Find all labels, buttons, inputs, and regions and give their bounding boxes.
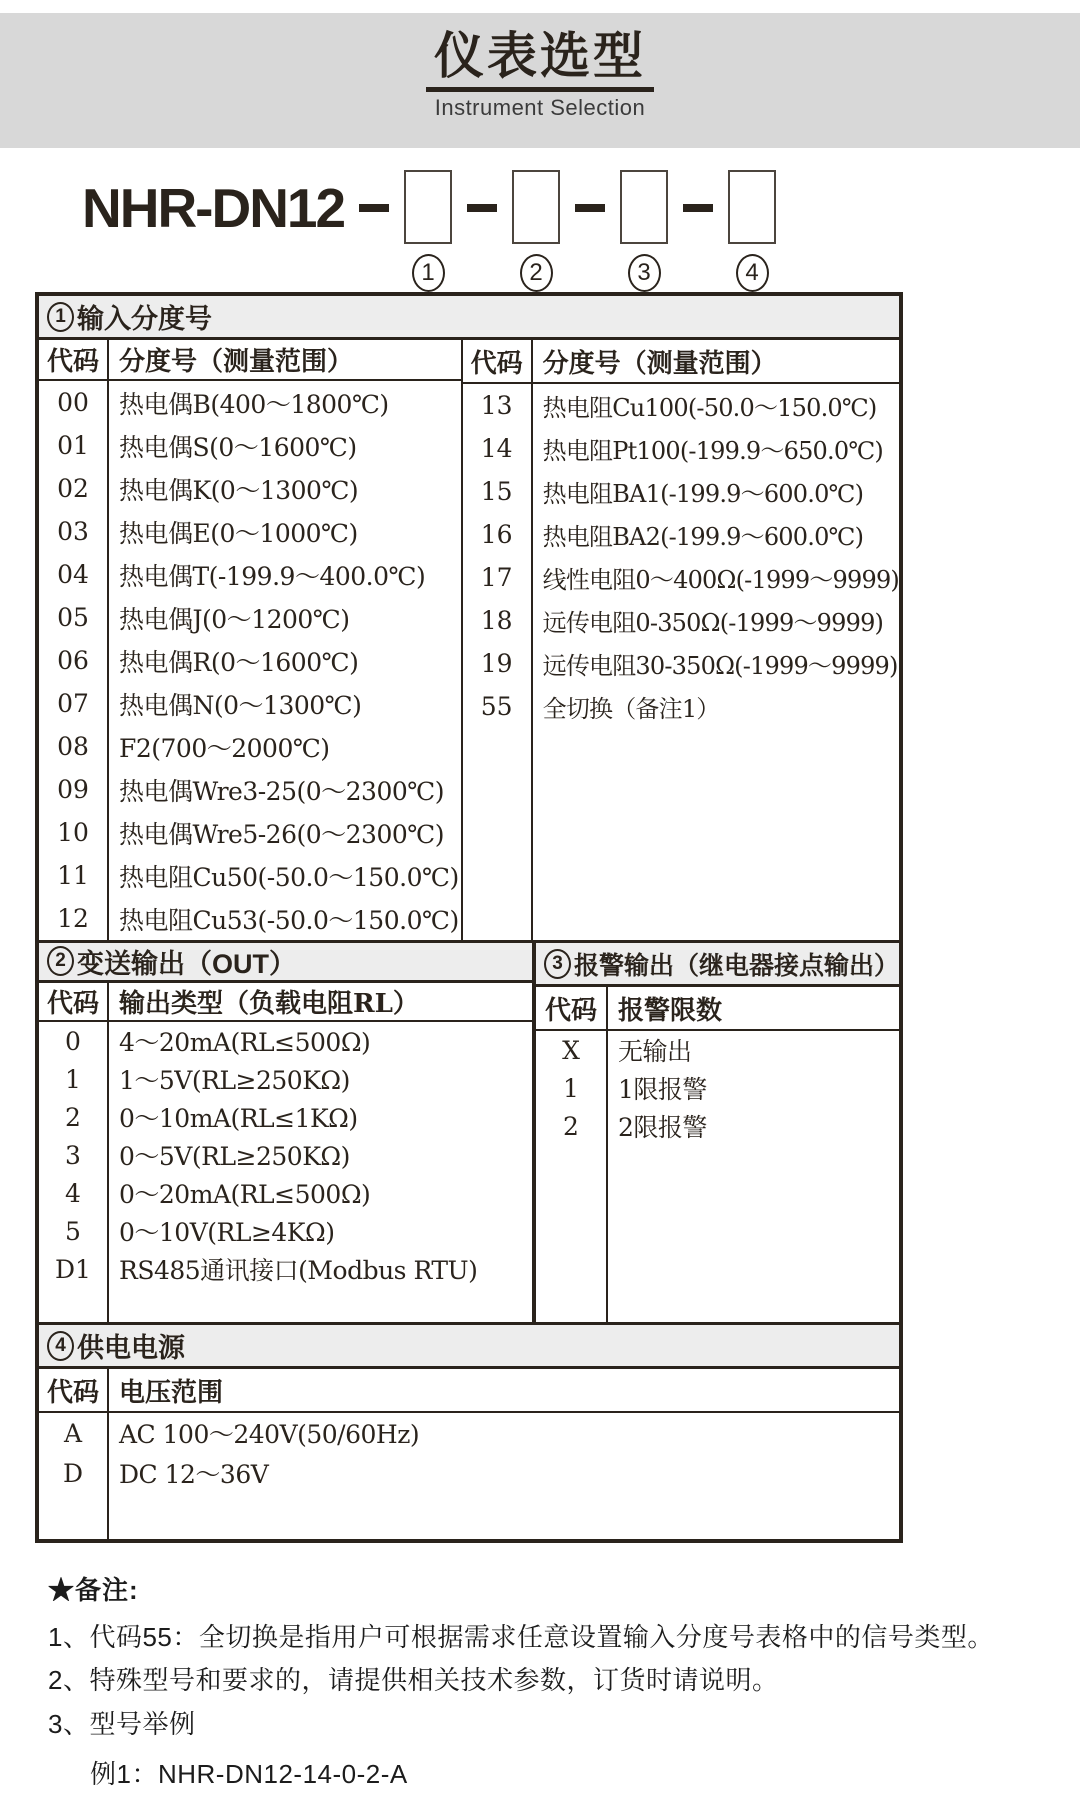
position-number-2: 2: [520, 254, 553, 292]
code-cell: 03: [39, 510, 109, 553]
model-code-row: [82, 170, 776, 292]
column-header-row: [536, 987, 899, 1031]
section-2-header: [39, 943, 532, 983]
desc-column-header: 分度号（测量范围）: [542, 348, 777, 379]
table-row: [536, 1031, 899, 1069]
code-cell: 01: [39, 424, 109, 467]
code-cell: 14: [463, 427, 533, 470]
model-prefix: NHR-DN12: [82, 177, 345, 239]
code-cell: 1: [39, 1060, 109, 1098]
dash-separator: [575, 204, 605, 212]
code-column-header: 代码: [536, 987, 608, 1029]
table-row: [39, 768, 461, 811]
desc-cell: 热电偶N(0～1300℃): [119, 690, 362, 720]
desc-cell: 热电阻BA1(-199.9～600.0℃): [542, 480, 864, 508]
model-slot-1: [404, 170, 452, 292]
table-row: [39, 639, 461, 682]
code-cell: 07: [39, 682, 109, 725]
section-3-title: 报警输出（继电器接点输出）: [573, 951, 899, 980]
code-column-header: 代码: [463, 340, 533, 382]
code-cell: 18: [463, 599, 533, 642]
desc-cell: 1限报警: [617, 1075, 707, 1104]
desc-cell: 热电偶S(0～1600℃): [119, 432, 357, 462]
empty-filler-row: [463, 728, 899, 940]
desc-cell: 热电阻Cu50(-50.0～150.0℃): [119, 862, 459, 892]
section-2-table: [39, 943, 532, 1322]
table-row: [463, 556, 899, 599]
code-cell: X: [536, 1031, 608, 1069]
section-3-table: [532, 943, 899, 1322]
desc-cell: 热电阻Pt100(-199.9～650.0℃): [542, 437, 883, 465]
desc-cell: 远传电阻30-350Ω(-1999～9999): [542, 652, 898, 680]
table-row: [463, 384, 899, 427]
code-cell: 16: [463, 513, 533, 556]
desc-cell: 热电偶J(0～1200℃): [119, 604, 350, 634]
code-cell: 5: [39, 1212, 109, 1250]
model-code-box-3: [620, 170, 668, 244]
table-row: [39, 897, 461, 940]
dash-separator: [359, 204, 389, 212]
table-row: [463, 427, 899, 470]
code-cell: 2: [536, 1107, 608, 1145]
table-row: [463, 685, 899, 728]
table-row: [39, 1136, 532, 1174]
table-row: [39, 510, 461, 553]
desc-cell: 热电偶K(0～1300℃): [119, 475, 359, 505]
code-cell: 05: [39, 596, 109, 639]
page-title: 仪表选型: [426, 29, 654, 92]
table-row: [39, 381, 461, 424]
table-row: [39, 725, 461, 768]
code-cell: 4: [39, 1174, 109, 1212]
table-row: [463, 513, 899, 556]
section-1-title: 输入分度号: [77, 304, 212, 334]
desc-cell: 热电阻Cu100(-50.0～150.0℃): [542, 394, 877, 422]
table-row: [39, 1174, 532, 1212]
desc-cell: 热电偶E(0～1000℃): [119, 518, 358, 548]
remark-item-3: 3、型号举例: [48, 1708, 196, 1739]
desc-column-header: 报警限数: [617, 995, 722, 1026]
position-number-1: 1: [412, 254, 445, 292]
code-cell: 15: [463, 470, 533, 513]
position-number-4: 4: [736, 254, 769, 292]
table-row: [39, 854, 461, 897]
code-cell: 08: [39, 725, 109, 768]
desc-cell: 4～20mA(RL≤500Ω): [119, 1028, 371, 1058]
desc-cell: 热电偶B(400～1800℃): [119, 389, 389, 419]
code-cell: 19: [463, 642, 533, 685]
desc-cell: 热电偶T(-199.9～400.0℃): [119, 561, 426, 591]
remark-item-1: 1、代码55：全切换是指用户可根据需求任意设置输入分度号表格中的信号类型。: [48, 1622, 994, 1652]
code-cell: 10: [39, 811, 109, 854]
code-cell: 00: [39, 381, 109, 424]
model-slot-2: [512, 170, 560, 292]
desc-cell: 0～20mA(RL≤500Ω): [119, 1180, 371, 1210]
table-row: [536, 1069, 899, 1107]
code-cell: 13: [463, 384, 533, 427]
code-cell: 02: [39, 467, 109, 510]
desc-cell: 1～5V(RL≥250KΩ): [119, 1066, 350, 1096]
desc-cell: 0～10V(RL≥4KΩ): [119, 1218, 335, 1248]
page-subtitle: Instrument Selection: [434, 95, 646, 120]
table-row: [39, 467, 461, 510]
section-1-left-table: [39, 340, 463, 940]
model-code-box-4: [728, 170, 776, 244]
code-cell: 0: [39, 1022, 109, 1060]
selection-table: [35, 292, 903, 1543]
model-slot-4: [728, 170, 776, 292]
code-column-header: 代码: [39, 1369, 109, 1411]
table-row: [536, 1107, 899, 1145]
circled-2-icon: 2: [47, 946, 74, 976]
desc-cell: RS485通讯接口(Modbus RTU): [119, 1256, 478, 1286]
code-column-header: 代码: [39, 983, 109, 1020]
code-cell: D: [39, 1453, 109, 1493]
desc-cell: AC 100～240V(50/60Hz): [119, 1420, 420, 1449]
column-header-row: [39, 983, 532, 1022]
circled-4-icon: 4: [47, 1331, 74, 1361]
section-3-header: [536, 943, 899, 987]
desc-cell: 线性电阻0～400Ω(-1999～9999): [542, 566, 899, 594]
table-row: [39, 596, 461, 639]
code-cell: 3: [39, 1136, 109, 1174]
table-row: [39, 1060, 532, 1098]
section-2-3-block: [39, 943, 899, 1325]
section-1-body: [39, 340, 899, 943]
section-4-table: [39, 1325, 899, 1539]
code-cell: A: [39, 1413, 109, 1453]
empty-filler-row: [39, 1288, 532, 1322]
column-header-row: [39, 1369, 899, 1413]
table-row: [39, 1098, 532, 1136]
code-cell: 06: [39, 639, 109, 682]
code-cell: 11: [39, 854, 109, 897]
empty-filler-row: [39, 1493, 899, 1539]
desc-cell: 0～5V(RL≥250KΩ): [119, 1142, 350, 1172]
desc-column-header: 分度号（测量范围）: [119, 347, 354, 377]
code-cell: D1: [39, 1250, 109, 1288]
desc-cell: 热电偶Wre5-26(0～2300℃): [119, 819, 444, 849]
table-row: [39, 1212, 532, 1250]
model-slot-3: [620, 170, 668, 292]
column-header-row: [39, 340, 461, 381]
remark-item-2: 2、特殊型号和要求的，请提供相关技术参数，订货时请说明。: [48, 1665, 779, 1696]
code-cell: 04: [39, 553, 109, 596]
table-row: [39, 682, 461, 725]
dash-separator: [467, 204, 497, 212]
table-row: [39, 1250, 532, 1288]
code-cell: 1: [536, 1069, 608, 1107]
remarks-block: [48, 1570, 1048, 1791]
desc-cell: 远传电阻0-350Ω(-1999～9999): [542, 609, 884, 637]
table-row: [39, 553, 461, 596]
desc-cell: 2限报警: [617, 1113, 707, 1142]
desc-cell: F2(700～2000℃): [119, 733, 330, 763]
code-cell: 12: [39, 897, 109, 940]
table-row: [463, 642, 899, 685]
circled-3-icon: 3: [544, 949, 571, 979]
table-row: [39, 424, 461, 467]
code-cell: 09: [39, 768, 109, 811]
desc-cell: 热电偶R(0～1600℃): [119, 647, 359, 677]
code-cell: 55: [463, 685, 533, 728]
desc-cell: 无输出: [617, 1037, 692, 1066]
code-cell: 17: [463, 556, 533, 599]
desc-cell: DC 12～36V: [119, 1460, 269, 1489]
table-row: [39, 1453, 899, 1493]
table-row: [39, 1413, 899, 1453]
remarks-title: ★备注:: [48, 1575, 139, 1605]
table-row: [39, 811, 461, 854]
title-band: [0, 13, 1080, 148]
desc-cell: 0～10mA(RL≤1KΩ): [119, 1104, 358, 1134]
desc-cell: 热电阻BA2(-199.9～600.0℃): [542, 523, 864, 551]
column-header-row: [463, 340, 899, 384]
section-4-title: 供电电源: [77, 1333, 185, 1363]
desc-cell: 热电偶Wre3-25(0～2300℃): [119, 776, 444, 806]
table-row: [463, 599, 899, 642]
empty-filler-row: [536, 1145, 899, 1322]
table-row: [463, 470, 899, 513]
desc-column-header: 电压范围: [119, 1377, 224, 1408]
desc-cell: 全切换（备注1）: [542, 695, 720, 723]
desc-cell: 热电阻Cu53(-50.0～150.0℃): [119, 905, 459, 935]
model-example: 例1：NHR-DN12-14-0-2-A: [90, 1758, 408, 1789]
circled-1-icon: 1: [47, 302, 74, 332]
dash-separator: [683, 204, 713, 212]
desc-column-header: 输出类型（负载电阻RL）: [119, 988, 419, 1019]
table-row: [39, 1022, 532, 1060]
section-2-title: 变送输出（OUT）: [77, 948, 296, 979]
code-column-header: 代码: [39, 340, 109, 379]
section-1-right-table: [463, 340, 899, 940]
code-cell: 2: [39, 1098, 109, 1136]
model-code-box-2: [512, 170, 560, 244]
section-1-header: [39, 296, 899, 340]
section-4-header: [39, 1325, 899, 1369]
model-code-box-1: [404, 170, 452, 244]
position-number-3: 3: [628, 254, 661, 292]
